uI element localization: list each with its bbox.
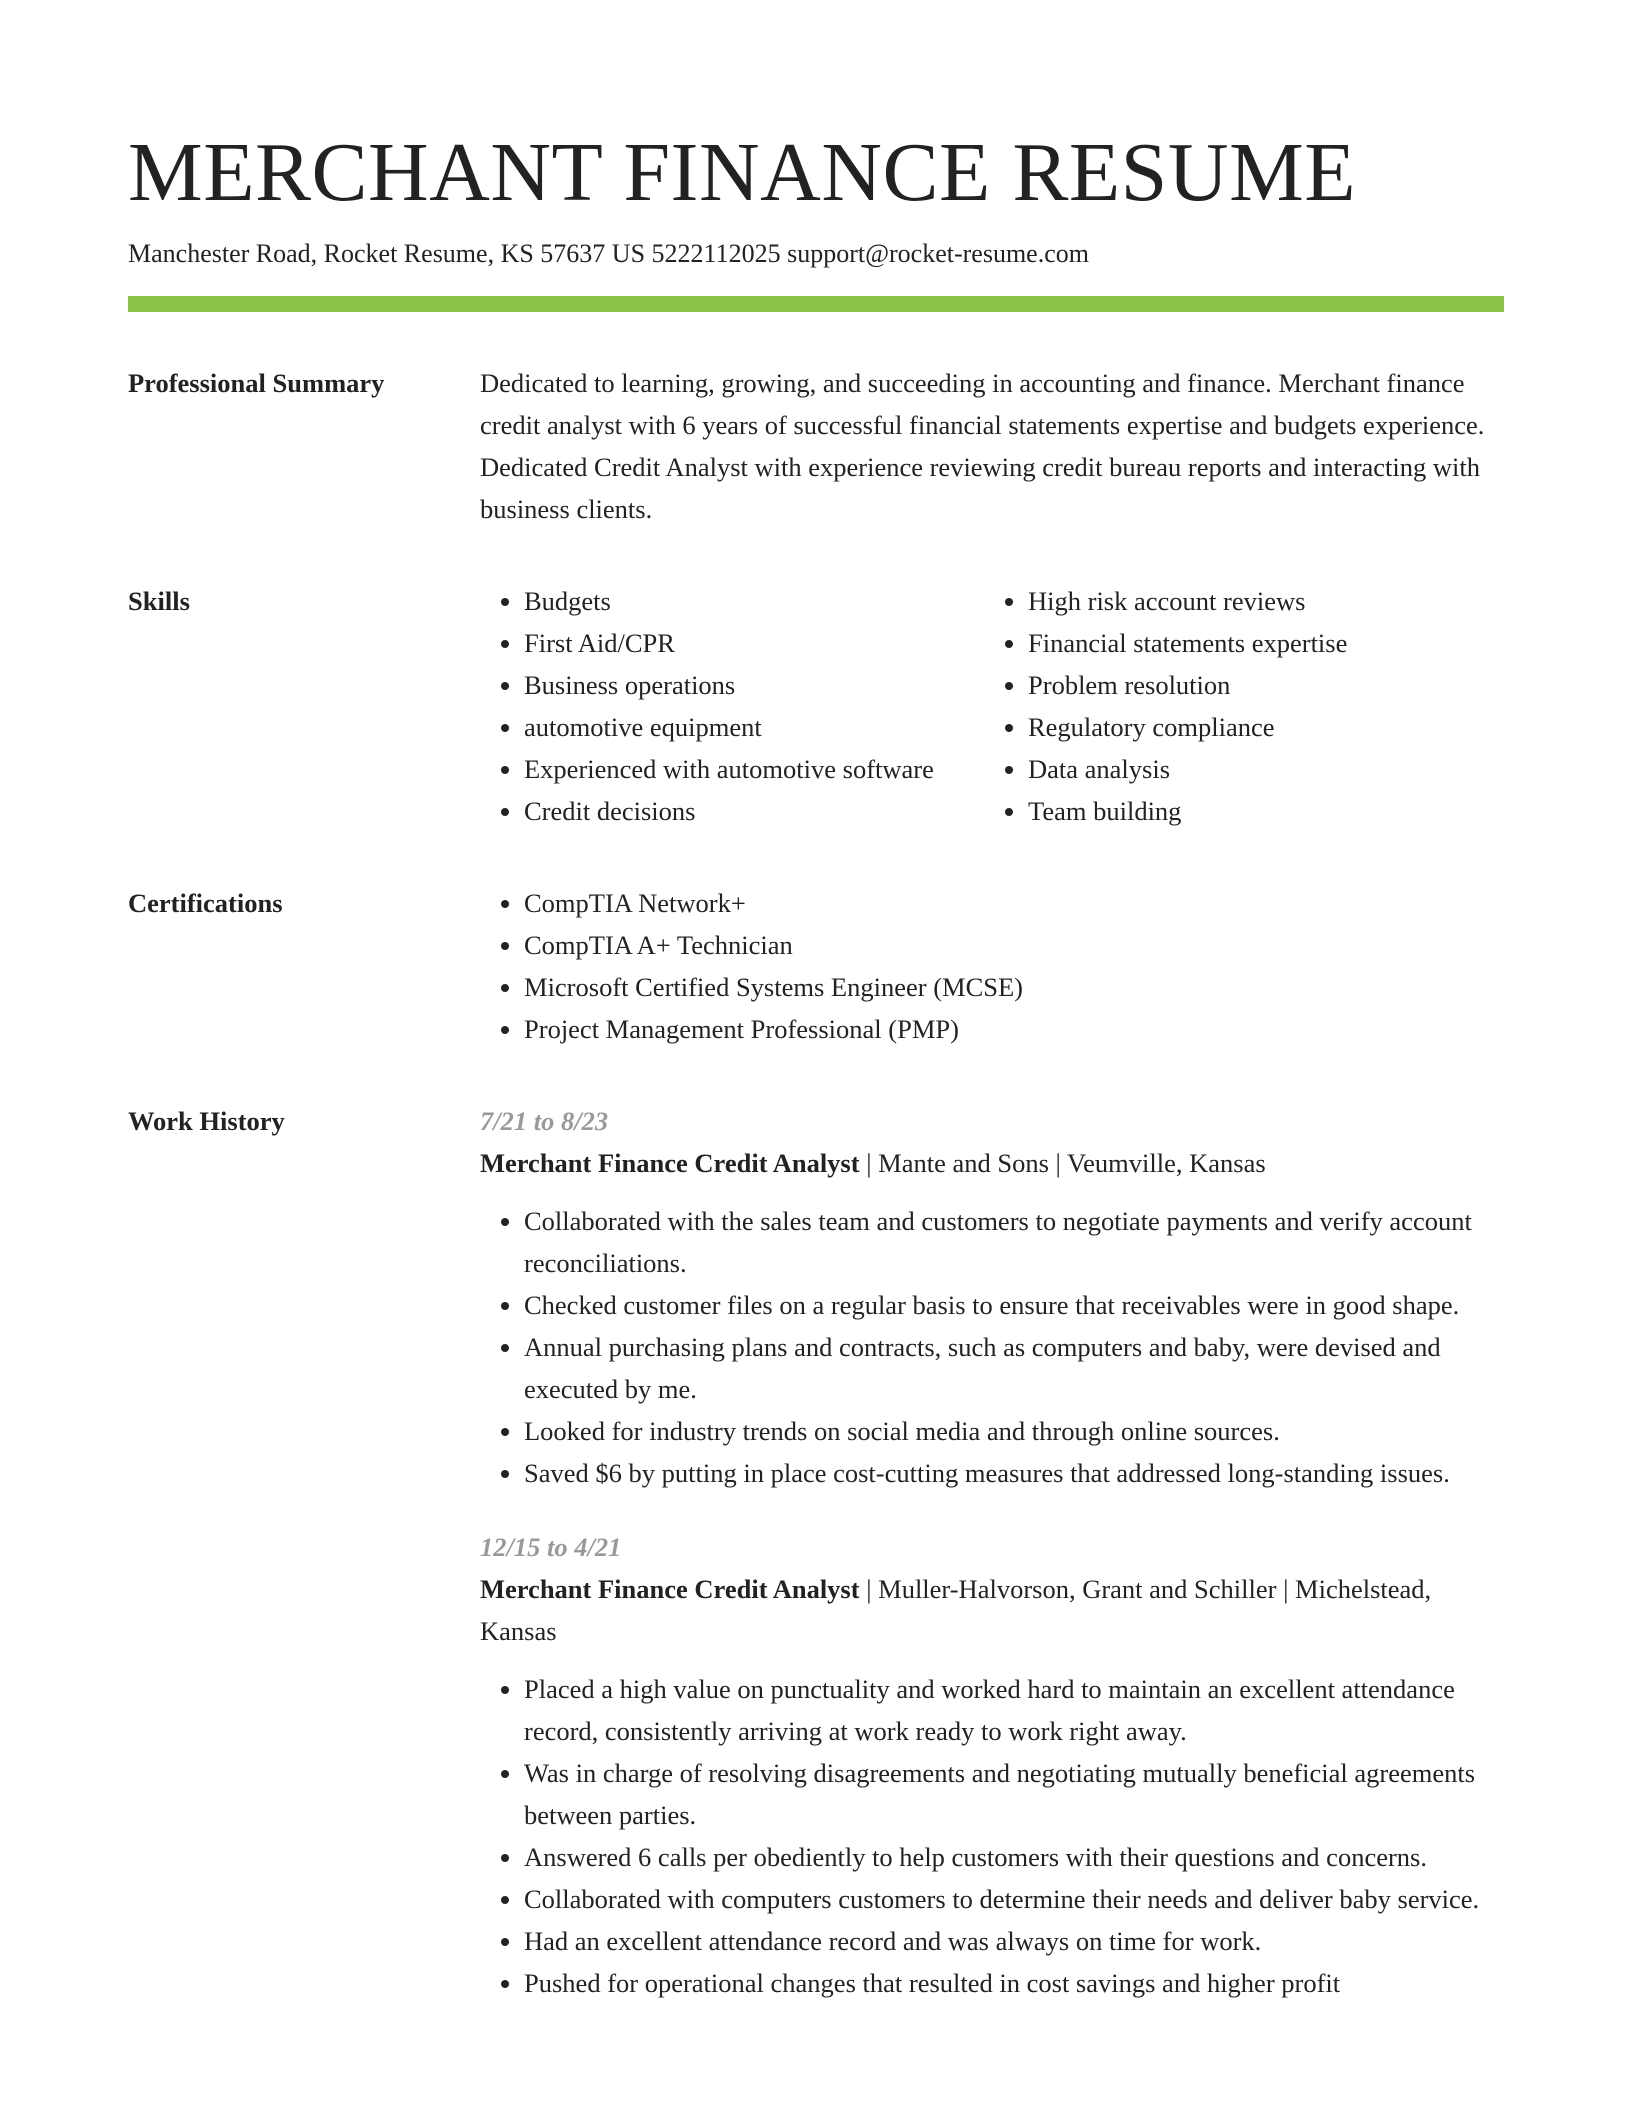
certification-item: • CompTIA Network+: [524, 882, 1504, 924]
section-title-summary: Professional Summary: [128, 368, 385, 398]
skill-item: • Experienced with automotive software: [524, 748, 984, 790]
summary-section: [128, 362, 1504, 530]
job-bullet: • Saved $6 by putting in place cost-cutting measures that addressed long-standing issues.: [524, 1452, 1504, 1494]
job-bullet: • Collaborated with computers customers to determine their needs and deliver baby service.: [524, 1878, 1504, 1920]
job-bullet: • Was in charge of resolving disagreements and negotiating mutually beneficial agreements between parties.: [524, 1752, 1504, 1836]
job-bullets: [480, 1200, 1504, 1494]
job-title: Merchant Finance Credit Analyst: [480, 1148, 860, 1178]
skill-item: • automotive equipment: [524, 706, 984, 748]
contact-info: Manchester Road, Rocket Resume, KS 57637 US 5222112025 support@rocket-resume.com: [128, 239, 1089, 268]
job-bullet: • Checked customer files on a regular basis to ensure that receivables were in good shape.: [524, 1284, 1504, 1326]
skills-list-right: [984, 580, 1347, 832]
skill-item: • Credit decisions: [524, 790, 984, 832]
section-title-certifications: Certifications: [128, 888, 283, 918]
resume-page: [128, 118, 1504, 2004]
section-title-work-history: Work History: [128, 1106, 285, 1136]
skills-list-left: [480, 580, 984, 832]
job-bullet: • Had an excellent attendance record and was always on time for work.: [524, 1920, 1504, 1962]
skill-item: • Problem resolution: [1028, 664, 1347, 706]
job-bullets: [480, 1668, 1504, 2004]
work-history-section: [128, 1100, 1504, 2004]
job-entry: [480, 1526, 1504, 2004]
skill-item: • Business operations: [524, 664, 984, 706]
certifications-section: [128, 882, 1504, 1050]
accent-divider: [128, 296, 1504, 312]
certifications-list: [480, 882, 1504, 1050]
skill-item: • High risk account reviews: [1028, 580, 1347, 622]
job-bullet: • Annual purchasing plans and contracts, such as computers and baby, were devised and executed by me.: [524, 1326, 1504, 1410]
summary-text: Dedicated to learning, growing, and succeeding in accounting and finance. Merchant finance credit analyst with 6 years of successful financial statements expertise and budgets experience. Dedicated Credit Analyst with experience reviewing credit bureau reports and interacting with business clients.: [480, 368, 1485, 524]
resume-title: MERCHANT FINANCE RESUME: [128, 126, 1357, 219]
job-dates: 7/21 to 8/23: [480, 1106, 609, 1136]
job-details: | Mante and Sons | Veumville, Kansas: [859, 1148, 1266, 1178]
job-entry: [480, 1100, 1504, 1494]
certification-item: • Project Management Professional (PMP): [524, 1008, 1504, 1050]
section-title-skills: Skills: [128, 586, 190, 616]
job-dates: 12/15 to 4/21: [480, 1532, 622, 1562]
job-heading: [480, 1568, 1504, 1652]
job-bullet: • Answered 6 calls per obediently to help customers with their questions and concerns.: [524, 1836, 1504, 1878]
job-details: | Muller-Halvorson, Grant and Schiller | Michelstead, Kansas: [480, 1574, 1432, 1646]
certification-item: • Microsoft Certified Systems Engineer (MCSE): [524, 966, 1504, 1008]
certification-item: • CompTIA A+ Technician: [524, 924, 1504, 966]
skill-item: • First Aid/CPR: [524, 622, 984, 664]
skill-item: • Budgets: [524, 580, 984, 622]
skills-section: [128, 580, 1504, 832]
job-title: Merchant Finance Credit Analyst: [480, 1574, 860, 1604]
job-heading: [480, 1142, 1504, 1184]
job-bullet: • Pushed for operational changes that resulted in cost savings and higher profit: [524, 1962, 1504, 2004]
skill-item: • Data analysis: [1028, 748, 1347, 790]
skill-item: • Regulatory compliance: [1028, 706, 1347, 748]
job-bullet: • Collaborated with the sales team and customers to negotiate payments and verify account reconciliations.: [524, 1200, 1504, 1284]
job-bullet: • Placed a high value on punctuality and worked hard to maintain an excellent attendance record, consistently arriving at work ready to work right away.: [524, 1668, 1504, 1752]
job-bullet: • Looked for industry trends on social media and through online sources.: [524, 1410, 1504, 1452]
skill-item: • Team building: [1028, 790, 1347, 832]
skill-item: • Financial statements expertise: [1028, 622, 1347, 664]
